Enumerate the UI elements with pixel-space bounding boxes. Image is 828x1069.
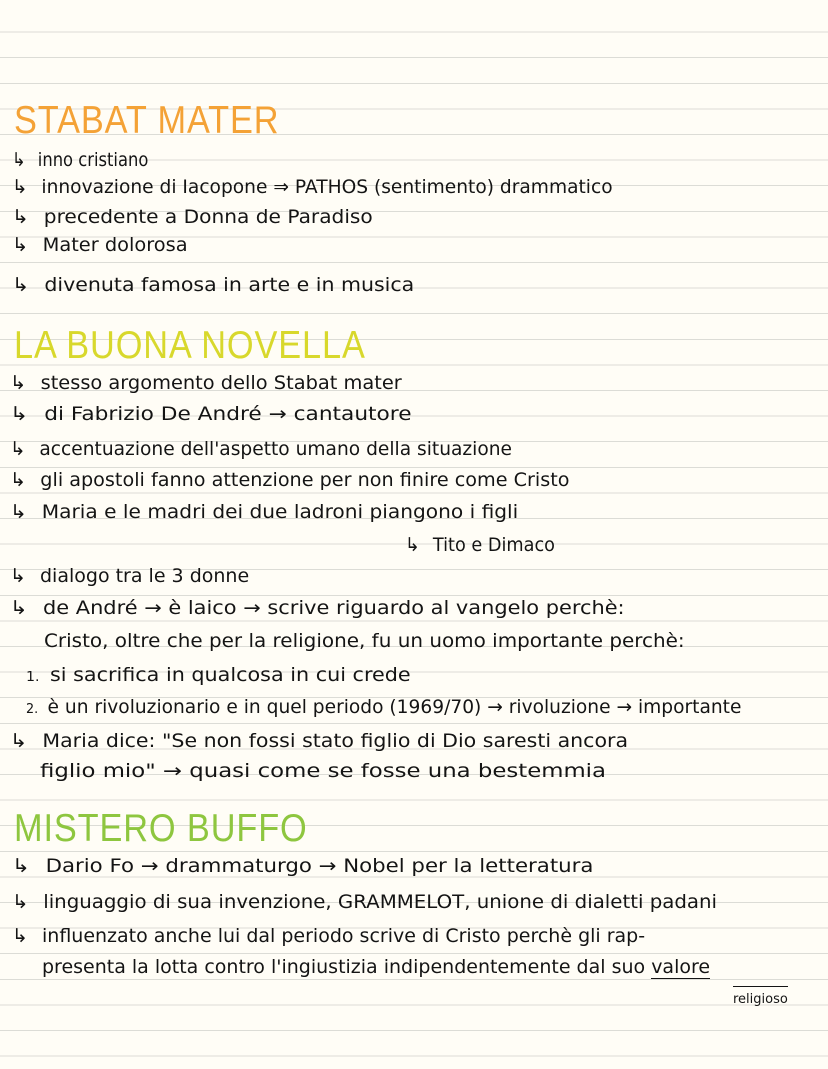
list-item: ↳ Maria e le madri dei due ladroni piangono i figli	[10, 501, 519, 523]
item-number: 1.	[26, 670, 40, 685]
arrow-icon: ↳	[10, 469, 27, 491]
list-item: ↳ de André → è laico → scrive riguardo al vangelo perchè:	[10, 597, 625, 619]
list-item: ↳ Maria dice: "Se non fossi stato figlio di Dio saresti ancora	[10, 730, 629, 752]
list-item: ↳ inno cristiano	[12, 149, 149, 171]
continuation-line: figlio mio" → quasi come se fosse una bestemmia	[40, 760, 606, 782]
arrow-icon: ↳	[10, 501, 27, 523]
numbered-item: 1. si sacrifica in qualcosa in cui crede	[26, 663, 411, 690]
arrow-icon: ↳	[405, 534, 420, 556]
title-stabat-mater: STABAT MATER	[14, 99, 280, 142]
list-item: ↳ stesso argomento dello Stabat mater	[10, 372, 402, 394]
sub-list-item: ↳ Tito e Dimaco	[405, 534, 555, 556]
arrow-icon: ↳	[12, 149, 26, 171]
arrow-icon: ↳	[10, 438, 26, 460]
underlined-word: valore	[651, 956, 711, 978]
list-item: ↳ divenuta famosa in arte e in musica	[12, 274, 415, 296]
title-mistero-buffo: MISTERO BUFFO	[14, 807, 308, 850]
arrow-icon: ↳	[12, 234, 29, 256]
item-number: 2.	[26, 702, 39, 717]
list-item: ↳ linguaggio di sua invenzione, GRAMMELOT, unione di dialetti padani	[12, 891, 718, 913]
list-item: ↳ dialogo tra le 3 donne	[10, 565, 250, 587]
list-item: ↳ gli apostoli fanno attenzione per non finire come Cristo	[10, 469, 570, 491]
continuation-line: Cristo, oltre che per la religione, fu un uomo importante perchè:	[44, 630, 685, 652]
arrow-icon: ↳	[12, 891, 29, 913]
arrow-icon: ↳	[10, 403, 29, 425]
arrow-icon: ↳	[12, 855, 30, 877]
list-item: ↳ innovazione di Iacopone ⇒ PATHOS (sentimento) drammatico	[12, 176, 613, 198]
arrow-icon: ↳	[10, 372, 27, 394]
continuation-line: presenta la lotta contro l'ingiustizia indipendentemente dal suo valore	[42, 956, 711, 978]
title-la-buona-novella: LA BUONA NOVELLA	[14, 324, 366, 367]
arrow-icon: ↳	[12, 206, 29, 228]
list-item: ↳ Dario Fo → drammaturgo → Nobel per la letteratura	[12, 855, 594, 877]
arrow-icon: ↳	[10, 597, 28, 619]
arrow-icon: ↳	[12, 274, 30, 296]
list-item: ↳ accentuazione dell'aspetto umano della situazione	[10, 438, 513, 460]
list-item: ↳ Mater dolorosa	[12, 234, 188, 256]
arrow-icon: ↳	[10, 730, 28, 752]
list-item: ↳ precedente a Donna de Paradiso	[12, 206, 373, 228]
arrow-icon: ↳	[12, 176, 28, 198]
list-item: ↳ di Fabrizio De André → cantautore	[10, 403, 412, 425]
arrow-icon: ↳	[10, 565, 26, 587]
numbered-item: 2. è un rivoluzionario e in quel periodo (1969/70) → rivoluzione → importante	[26, 695, 741, 722]
continuation-word: religioso	[733, 986, 788, 1012]
arrow-icon: ↳	[12, 925, 28, 947]
list-item: ↳ influenzato anche lui dal periodo scrive di Cristo perchè gli rap-	[12, 925, 646, 947]
